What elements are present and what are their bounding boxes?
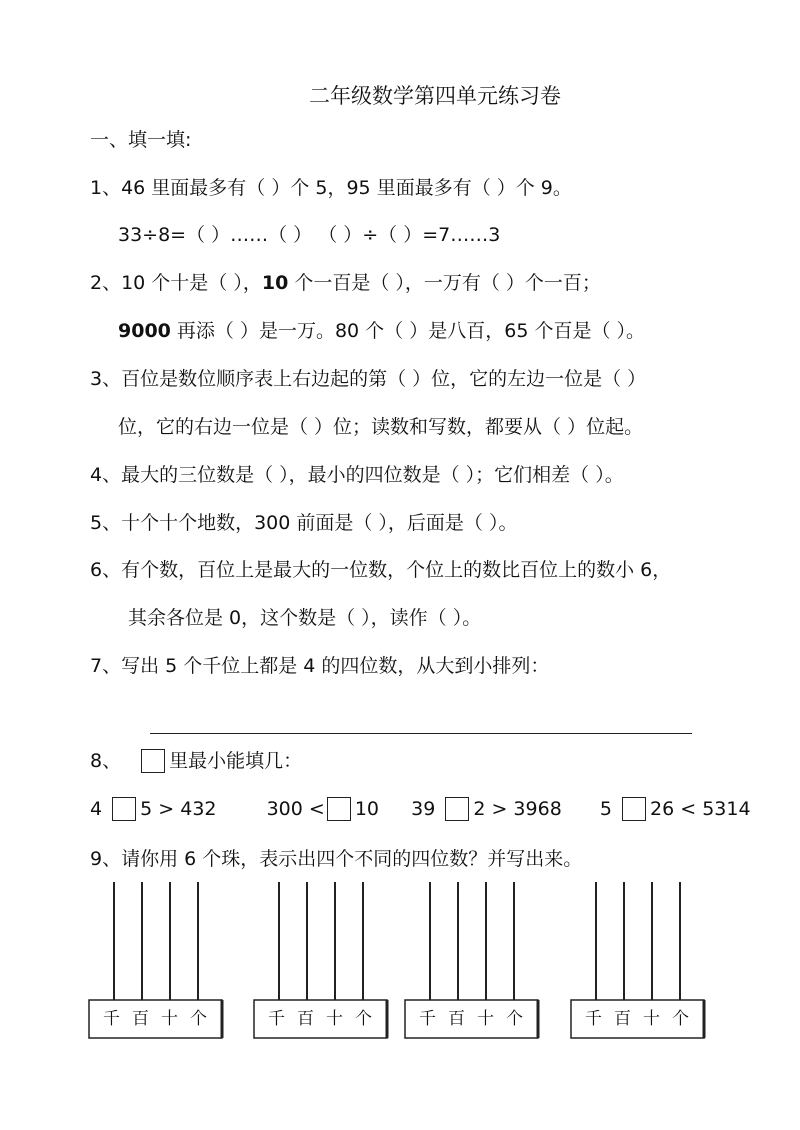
question-5: 5、十个十个地数，300 前面是（ ），后面是（ ）。: [90, 512, 518, 534]
q8-item-3-after: 2 > 3968: [473, 798, 562, 820]
q8-item-4-after: 26 < 5314: [650, 798, 751, 820]
abacus-1-label-qian: 千: [103, 1009, 120, 1029]
blank-box-icon: [141, 749, 165, 773]
abacus-4-label-ge: 个: [672, 1009, 689, 1029]
question-3-line-1: 3、百位是数位顺序表上右边起的第（ ）位，它的左边一位是（ ）: [90, 368, 647, 390]
abacus-2-label-qian: 千: [268, 1009, 285, 1029]
abacus-4-label-bai: 百: [614, 1009, 631, 1029]
abacus-3-label-shi: 十: [477, 1009, 494, 1029]
q8-item-1-box[interactable]: [112, 797, 136, 821]
question-6-line-1: 6、有个数，百位上是最大的一位数，个位上的数比百位上的数小 6，: [90, 559, 672, 581]
section-heading: 一、填一填:: [90, 129, 192, 151]
q8-item-3-box[interactable]: [445, 797, 469, 821]
q8-item-1-before: 4: [90, 798, 103, 820]
abacus-3[interactable]: [404, 880, 544, 1040]
question-8-prefix: 8、: [90, 750, 122, 772]
abacus-1-label-shi: 十: [161, 1009, 178, 1029]
abacus-4-label-qian: 千: [585, 1009, 602, 1029]
question-6-line-2: 其余各位是 0，这个数是（ ），读作（ ）。: [128, 607, 482, 629]
abacus-4[interactable]: [570, 880, 710, 1040]
question-2-bold-number: 10: [261, 272, 289, 294]
question-1-line-2: 33÷8=（ ）……（ ） （ ）÷（ ）=7……3: [118, 224, 501, 246]
abacus-1-label-bai: 百: [132, 1009, 149, 1029]
answer-line[interactable]: [150, 733, 692, 734]
q8-item-3-before: 39: [411, 798, 436, 820]
question-9: 9、请你用 6 个珠，表示出四个不同的四位数？并写出来。: [90, 848, 583, 870]
question-8-heading: [90, 748, 302, 774]
question-8-text: 里最小能填几：: [169, 750, 303, 772]
abacus-2-label-shi: 十: [326, 1009, 343, 1029]
question-4: 4、最大的三位数是（ ），最小的四位数是（ ）；它们相差（ ）。: [90, 464, 624, 486]
question-2-text-a: 2、10 个十是（ ），: [90, 272, 262, 294]
abacus-4-label-shi: 十: [643, 1009, 660, 1029]
q8-item-2-after: 10: [354, 798, 380, 820]
abacus-3-label-ge: 个: [506, 1009, 523, 1029]
question-2-line-2: [118, 318, 645, 344]
page-title: 二年级数学第四单元练习卷: [309, 84, 561, 108]
abacus-1-label-ge: 个: [190, 1009, 207, 1029]
question-2-bold-9000: 9000: [118, 320, 171, 342]
abacus-3-label-qian: 千: [419, 1009, 436, 1029]
question-2-text-d: 再添（ ）是一万。80 个（ ）是八百，65 个百是（ ）。: [170, 320, 645, 342]
abacus-2-label-ge: 个: [355, 1009, 372, 1029]
abacus-1[interactable]: [88, 880, 228, 1040]
abacus-2[interactable]: [253, 880, 393, 1040]
q8-item-4-box[interactable]: [622, 797, 646, 821]
question-2-text-c: 个一百是（ ），一万有（ ）个一百；: [288, 272, 601, 294]
question-7: 7、写出 5 个千位上都是 4 的四位数，从大到小排列：: [90, 655, 550, 677]
question-3-line-2: 位，它的右边一位是（ ）位；读数和写数，都要从（ ）位起。: [118, 416, 644, 438]
question-2-line-1: [90, 270, 601, 296]
question-1-line-1: 1、46 里面最多有（ ）个 5，95 里面最多有（ ）个 9。: [90, 177, 572, 199]
q8-item-2-before: 300 <: [266, 798, 325, 820]
abacus-2-label-bai: 百: [297, 1009, 314, 1029]
question-8-items: [90, 796, 751, 822]
abacus-3-label-bai: 百: [448, 1009, 465, 1029]
q8-item-2-box[interactable]: [327, 797, 351, 821]
q8-item-1-after: 5 > 432: [140, 798, 217, 820]
q8-item-4-before: 5: [599, 798, 612, 820]
